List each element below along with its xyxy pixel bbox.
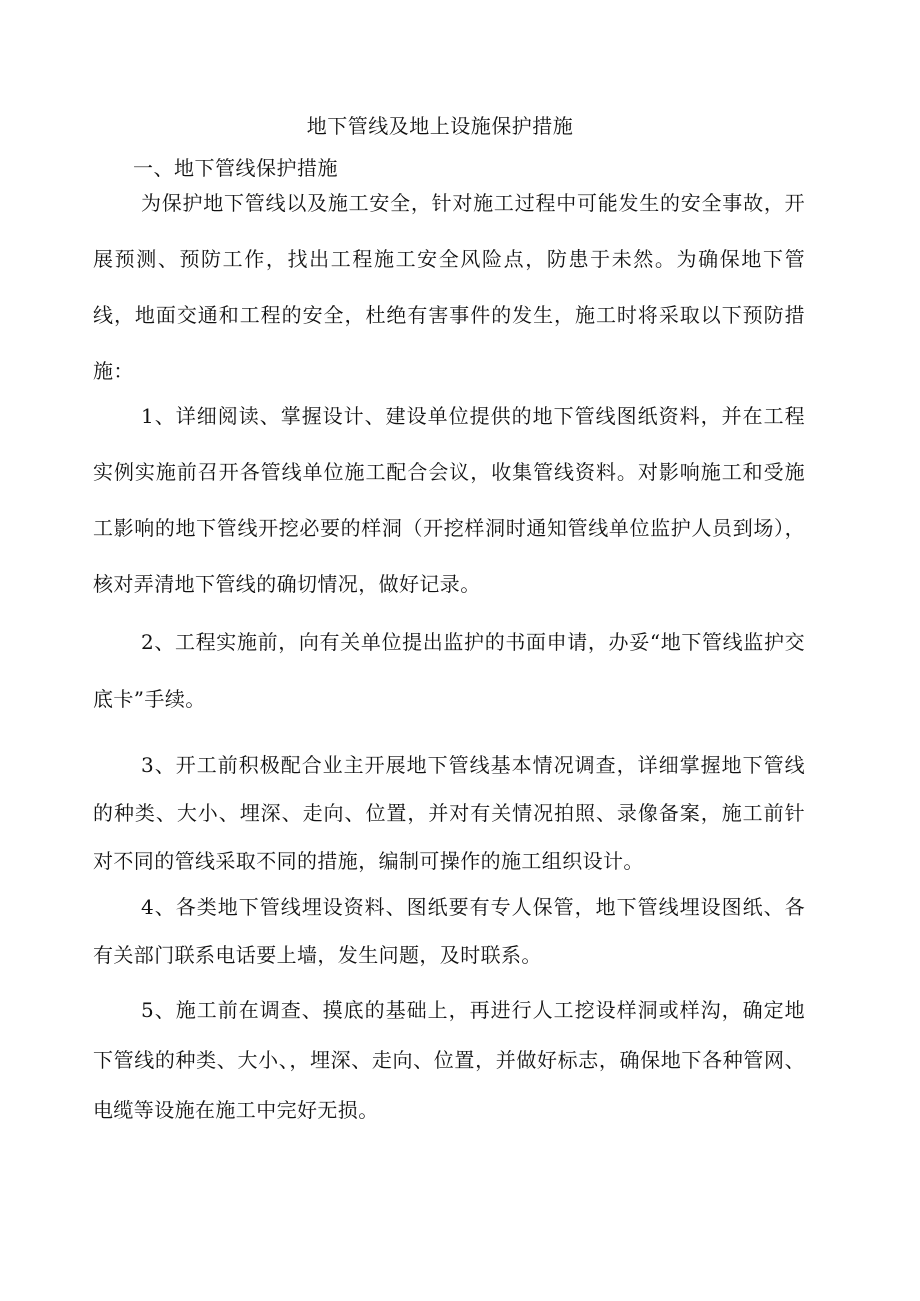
section-heading: 一、地下管线保护措施 [133,156,338,180]
measure-item-5: 5、施工前在调查、摸底的基础上，再进行人工挖设样洞或样沟，确定地下管线的种类、大小、，埋深、走向、位置，并做好标志，确保地下各种管网、电缆等设施在施工中完好无损。 [93,998,805,1122]
measure-item-2: 2、工程实施前，向有关单位提出监护的书面申请，办妥“地下管线监护交底卡”手续。 [93,630,805,711]
measure-item-1: 1、详细阅读、掌握设计、建设单位提供的地下管线图纸资料，并在工程实例实施前召开各管线单位施工配合会议，收集管线资料。对影响施工和受施工影响的地下管线开挖必要的样洞（开挖样洞时通知管线单位监护人员到场），核对弄清地下管线的确切情况，做好记录。 [93,404,805,596]
measure-item-4: 4、各类地下管线埋设资料、图纸要有专人保管，地下管线埋设图纸、各有关部门联系电话要上墙，发生问题，及时联系。 [93,895,805,967]
measure-item-3: 3、开工前积极配合业主开展地下管线基本情况调查，详细掌握地下管线的种类、大小、埋深、走向、位置，并对有关情况拍照、录像备案，施工前针对不同的管线采取不同的措施，编制可操作的施工组织设计。 [93,753,805,873]
document-title: 地下管线及地上设施保护措施 [306,114,574,138]
intro-paragraph: 为保护地下管线以及施工安全，针对施工过程中可能发生的安全事故，开展预测、预防工作，找出工程施工安全风险点，防患于未然。为确保地下管线，地面交通和工程的安全，杜绝有害事件的发生，施工时将采取以下预防措施： [93,191,805,383]
